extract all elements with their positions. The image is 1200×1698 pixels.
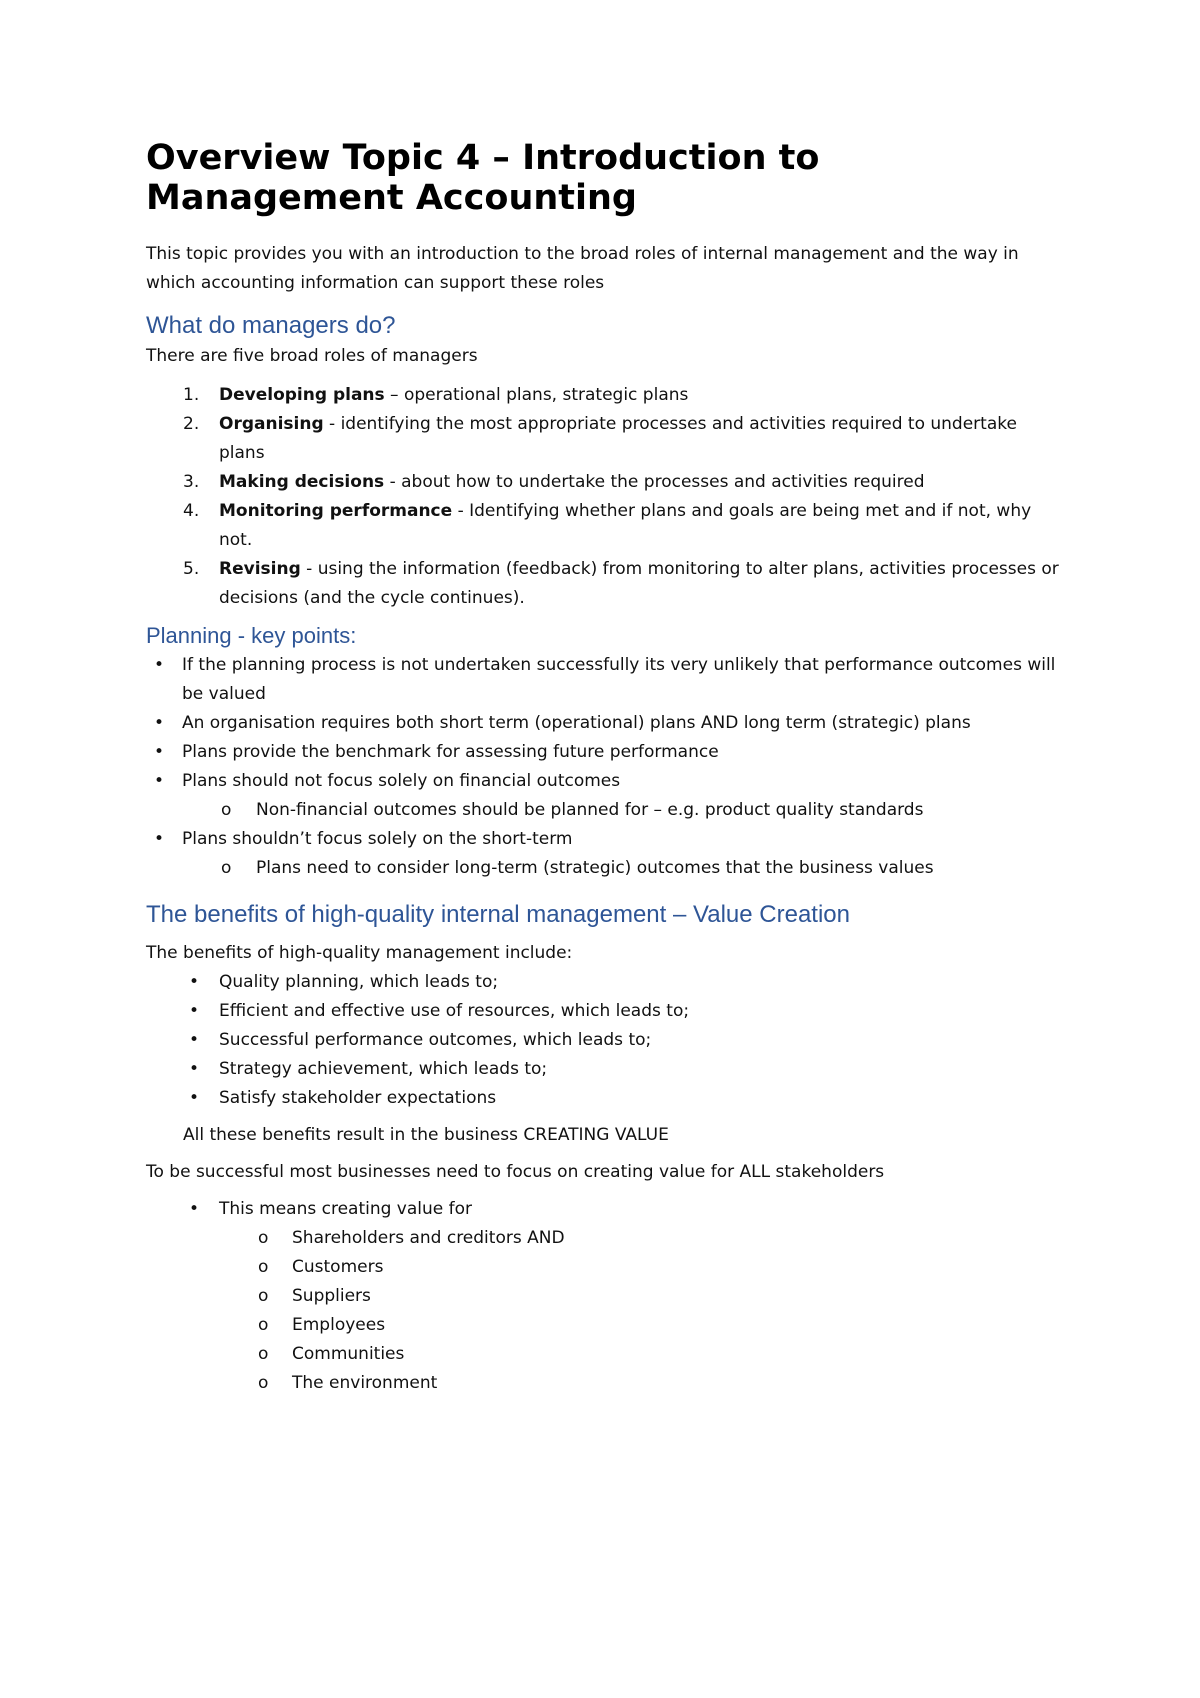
bullet-icon: • (154, 713, 165, 733)
role-number: 4. (183, 501, 200, 521)
sub-list-item: o Shareholders and creditors AND (146, 1224, 1066, 1253)
role-number: 5. (183, 559, 200, 579)
list-item: • Plans should not focus solely on financial outcomes (146, 767, 1066, 796)
sub-list-item: o The environment (146, 1369, 1066, 1398)
sub-list-item: o Non-financial outcomes should be planned for – e.g. product quality standards (146, 796, 1066, 825)
role-desc: - about how to undertake the processes and activities required (384, 472, 925, 492)
sub-list-item: o Communities (146, 1340, 1066, 1369)
benefits-list (146, 968, 1066, 1113)
role-item (146, 381, 1066, 410)
role-desc: - Identifying whether plans and goals are being met and if not, why not. (219, 501, 1032, 550)
role-desc: - identifying the most appropriate processes and activities required to undertake plans (219, 414, 1017, 463)
role-term: Developing plans (219, 385, 385, 405)
list-item: • Satisfy stakeholder expectations (146, 1084, 1066, 1113)
list-item: • Plans provide the benchmark for assessing future performance (146, 738, 1066, 767)
sub-bullet-icon: o (258, 1257, 269, 1277)
role-term: Making decisions (219, 472, 385, 492)
bullet-icon: • (189, 1030, 200, 1050)
managers-heading: What do managers do? (146, 312, 396, 339)
roles-list (146, 381, 1066, 613)
list-item: • Plans shouldn’t focus solely on the short-term (146, 825, 1066, 854)
bullet-icon: • (154, 655, 165, 675)
role-number: 1. (183, 385, 200, 405)
bullet-icon: • (189, 1059, 200, 1079)
list-item: • Efficient and effective use of resources, which leads to; (146, 997, 1066, 1026)
stakeholders-list (146, 1195, 1066, 1398)
list-item: • Quality planning, which leads to; (146, 968, 1066, 997)
list-item: • An organisation requires both short term (operational) plans AND long term (strategic) plans (146, 709, 1066, 738)
bullet-icon: • (154, 742, 165, 762)
benefits-result: All these benefits result in the business CREATING VALUE (183, 1125, 669, 1145)
document-page (146, 138, 1066, 1398)
planning-heading: Planning - key points: (146, 623, 357, 648)
role-term: Revising (219, 559, 301, 579)
sub-bullet-icon: o (221, 800, 232, 820)
document-title: Overview Topic 4 – Introduction to Management Accounting (146, 138, 820, 218)
role-number: 2. (183, 414, 200, 434)
sub-list-item: o Plans need to consider long-term (strategic) outcomes that the business values (146, 854, 1066, 883)
bullet-icon: • (154, 771, 165, 791)
stakeholders-lead: To be successful most businesses need to focus on creating value for ALL stakeholders (146, 1162, 885, 1182)
bullet-icon: • (189, 1199, 200, 1219)
sub-bullet-icon: o (258, 1315, 269, 1335)
role-term: Monitoring performance (219, 501, 453, 521)
sub-bullet-icon: o (258, 1344, 269, 1364)
sub-bullet-icon: o (221, 858, 232, 878)
list-item: • This means creating value for (146, 1195, 1066, 1224)
managers-lead: There are five broad roles of managers (146, 346, 478, 366)
list-item: • If the planning process is not undertaken successfully its very unlikely that performance outcomes will be valued (146, 651, 1066, 709)
bullet-icon: • (189, 1088, 200, 1108)
role-desc: – operational plans, strategic plans (384, 385, 689, 405)
sub-list-item: o Employees (146, 1311, 1066, 1340)
sub-list-item: o Customers (146, 1253, 1066, 1282)
intro-paragraph: This topic provides you with an introduction to the broad roles of internal management and the way in which accounting information can support these roles (146, 244, 1019, 293)
role-number: 3. (183, 472, 200, 492)
sub-bullet-icon: o (258, 1286, 269, 1306)
sub-bullet-icon: o (258, 1228, 269, 1248)
sub-bullet-icon: o (258, 1373, 269, 1393)
role-item (146, 410, 1066, 468)
role-item (146, 497, 1066, 555)
list-item: • Strategy achievement, which leads to; (146, 1055, 1066, 1084)
list-item: • Successful performance outcomes, which leads to; (146, 1026, 1066, 1055)
role-item (146, 468, 1066, 497)
role-term: Organising (219, 414, 324, 434)
sub-list-item: o Suppliers (146, 1282, 1066, 1311)
planning-list (146, 651, 1066, 883)
benefits-heading: The benefits of high-quality internal management – Value Creation (146, 901, 850, 928)
benefits-lead: The benefits of high-quality management include: (146, 943, 573, 963)
role-item (146, 555, 1066, 613)
bullet-icon: • (189, 972, 200, 992)
role-desc: - using the information (feedback) from monitoring to alter plans, activities processes or decisions (and the cycle continues). (219, 559, 1059, 608)
bullet-icon: • (154, 829, 165, 849)
bullet-icon: • (189, 1001, 200, 1021)
